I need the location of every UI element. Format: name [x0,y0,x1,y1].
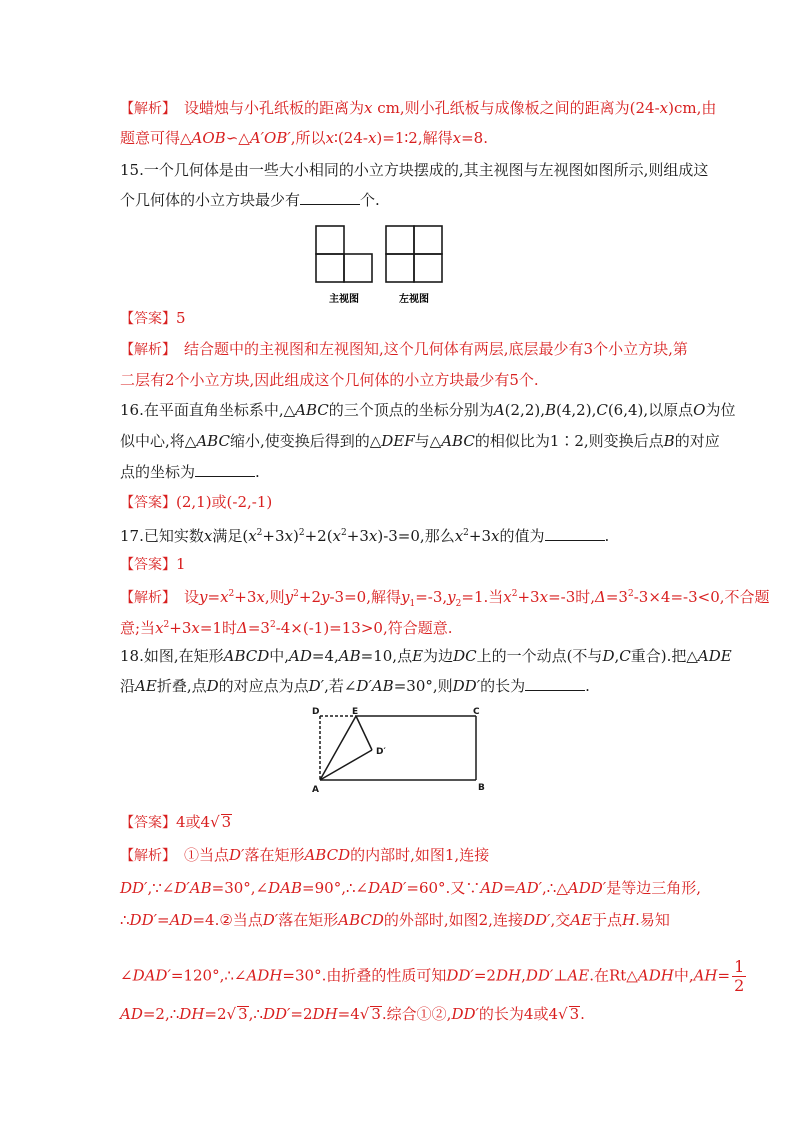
views-figure [310,222,460,308]
analysis-18-line2: DD′,∵∠D′AB=30°,∠DAB=90°,∴∠DAD′=60°.又∵AD=AD′,∴△ADD′是等边三角形, [120,879,701,897]
answer-15: 【答案】5 [120,309,186,327]
question-17: 17.已知实数x满足$(x^2+3x)^2+2(x^2+3x)-3=0$,那么$x^2+3x$的值为 . [120,527,610,545]
question-16-line2: 似中心,将△ABC缩小,使变换后得到的△DEF与△ABC的相似比为1∶2,则变换后点B的对应 [120,432,720,450]
question-15-line1: 15.一个几何体是由一些大小相同的小立方块摆成的,其主视图与左视图如图所示,则组成这 [120,161,709,179]
label-Dprime: D′ [376,747,386,757]
rectangle-figure [306,704,496,796]
label-C: C [473,707,480,717]
label-A: A [312,785,319,795]
label-B: B [478,783,485,793]
question-15-line2: 个几何体的小立方块最少有 个. [120,191,380,209]
question-18-line1: 18.如图,在矩形ABCD中,AD=4,AB=10,点E为边DC上的一个动点(不与D,C重合).把△ADE [120,647,732,665]
analysis-15-line2: 二层有2个小立方块,因此组成这个几何体的小立方块最少有5个. [120,371,539,389]
answer-blank [300,190,360,205]
analysis-17-line1: 【解析】 设$y=x^2+3x$,则$y^2+2y-3=0$,解得$y_1=-3,y_2=1$.当$x^2+3x=-3$时$,\Delta=3^2-3\times 4=-3<0$,不合题 [120,588,770,609]
left-view-caption: 左视图 [399,294,429,305]
question-16-line3: 点的坐标为 . [120,463,260,481]
analysis-15-line1: 【解析】 结合题中的主视图和左视图知,这个几何体有两层,底层最少有3个小立方块,第 [120,340,688,358]
question-16-line1: 16.在平面直角坐标系中,△ABC的三个顶点的坐标分别为A(2,2),B(4,2),C(6,4),以原点O为位 [120,401,736,419]
analysis-18-line4: ∠DAD′=120°,∴∠ADH=30°.由折叠的性质可知DD′=2DH,DD′⊥AE.在Rt△ADH中,AH= $\frac{1}{2}$ [120,957,745,995]
analysis-14-line1: 【解析】 设蜡烛与小孔纸板的距离为x cm,则小孔纸板与成像板之间的距离为(24-x)cm,由 [120,99,717,117]
question-18-line2: 沿AE折叠,点D的对应点为点D′,若∠D′AB=30°,则DD′的长为 . [120,677,590,695]
analysis-17-line2: 意;当$x^2+3x=1$时$\Delta=3^2-4\times(-1)=13>0$,符合题意. [120,619,453,637]
analysis-18-line1: 【解析】 ①当点D′落在矩形ABCD的内部时,如图1,连接 [120,846,490,864]
analysis-18-line5: AD=2,∴DH=2√ 3,∴DD′=2DH=4√ 3.综合①②,DD′的长为4或4√ 3. [120,1005,585,1023]
analysis-14-line2: 题意可得△AOB∽△A′OB′,所以x∶(24-x)=1∶2,解得x=8. [120,129,488,147]
answer-16: 【答案】(2,1)或(-2,-1) [120,493,273,511]
answer-18: 【答案】4或4√ 3 [120,813,232,831]
label-E: E [352,707,359,717]
answer-17: 【答案】1 [120,555,186,573]
main-view-caption: 主视图 [329,294,359,305]
analysis-18-line3: ∴DD′=AD=4.②当点D′落在矩形ABCD的外部时,如图2,连接DD′,交AE于点H.易知 [120,911,670,929]
label-D: D [312,707,320,717]
